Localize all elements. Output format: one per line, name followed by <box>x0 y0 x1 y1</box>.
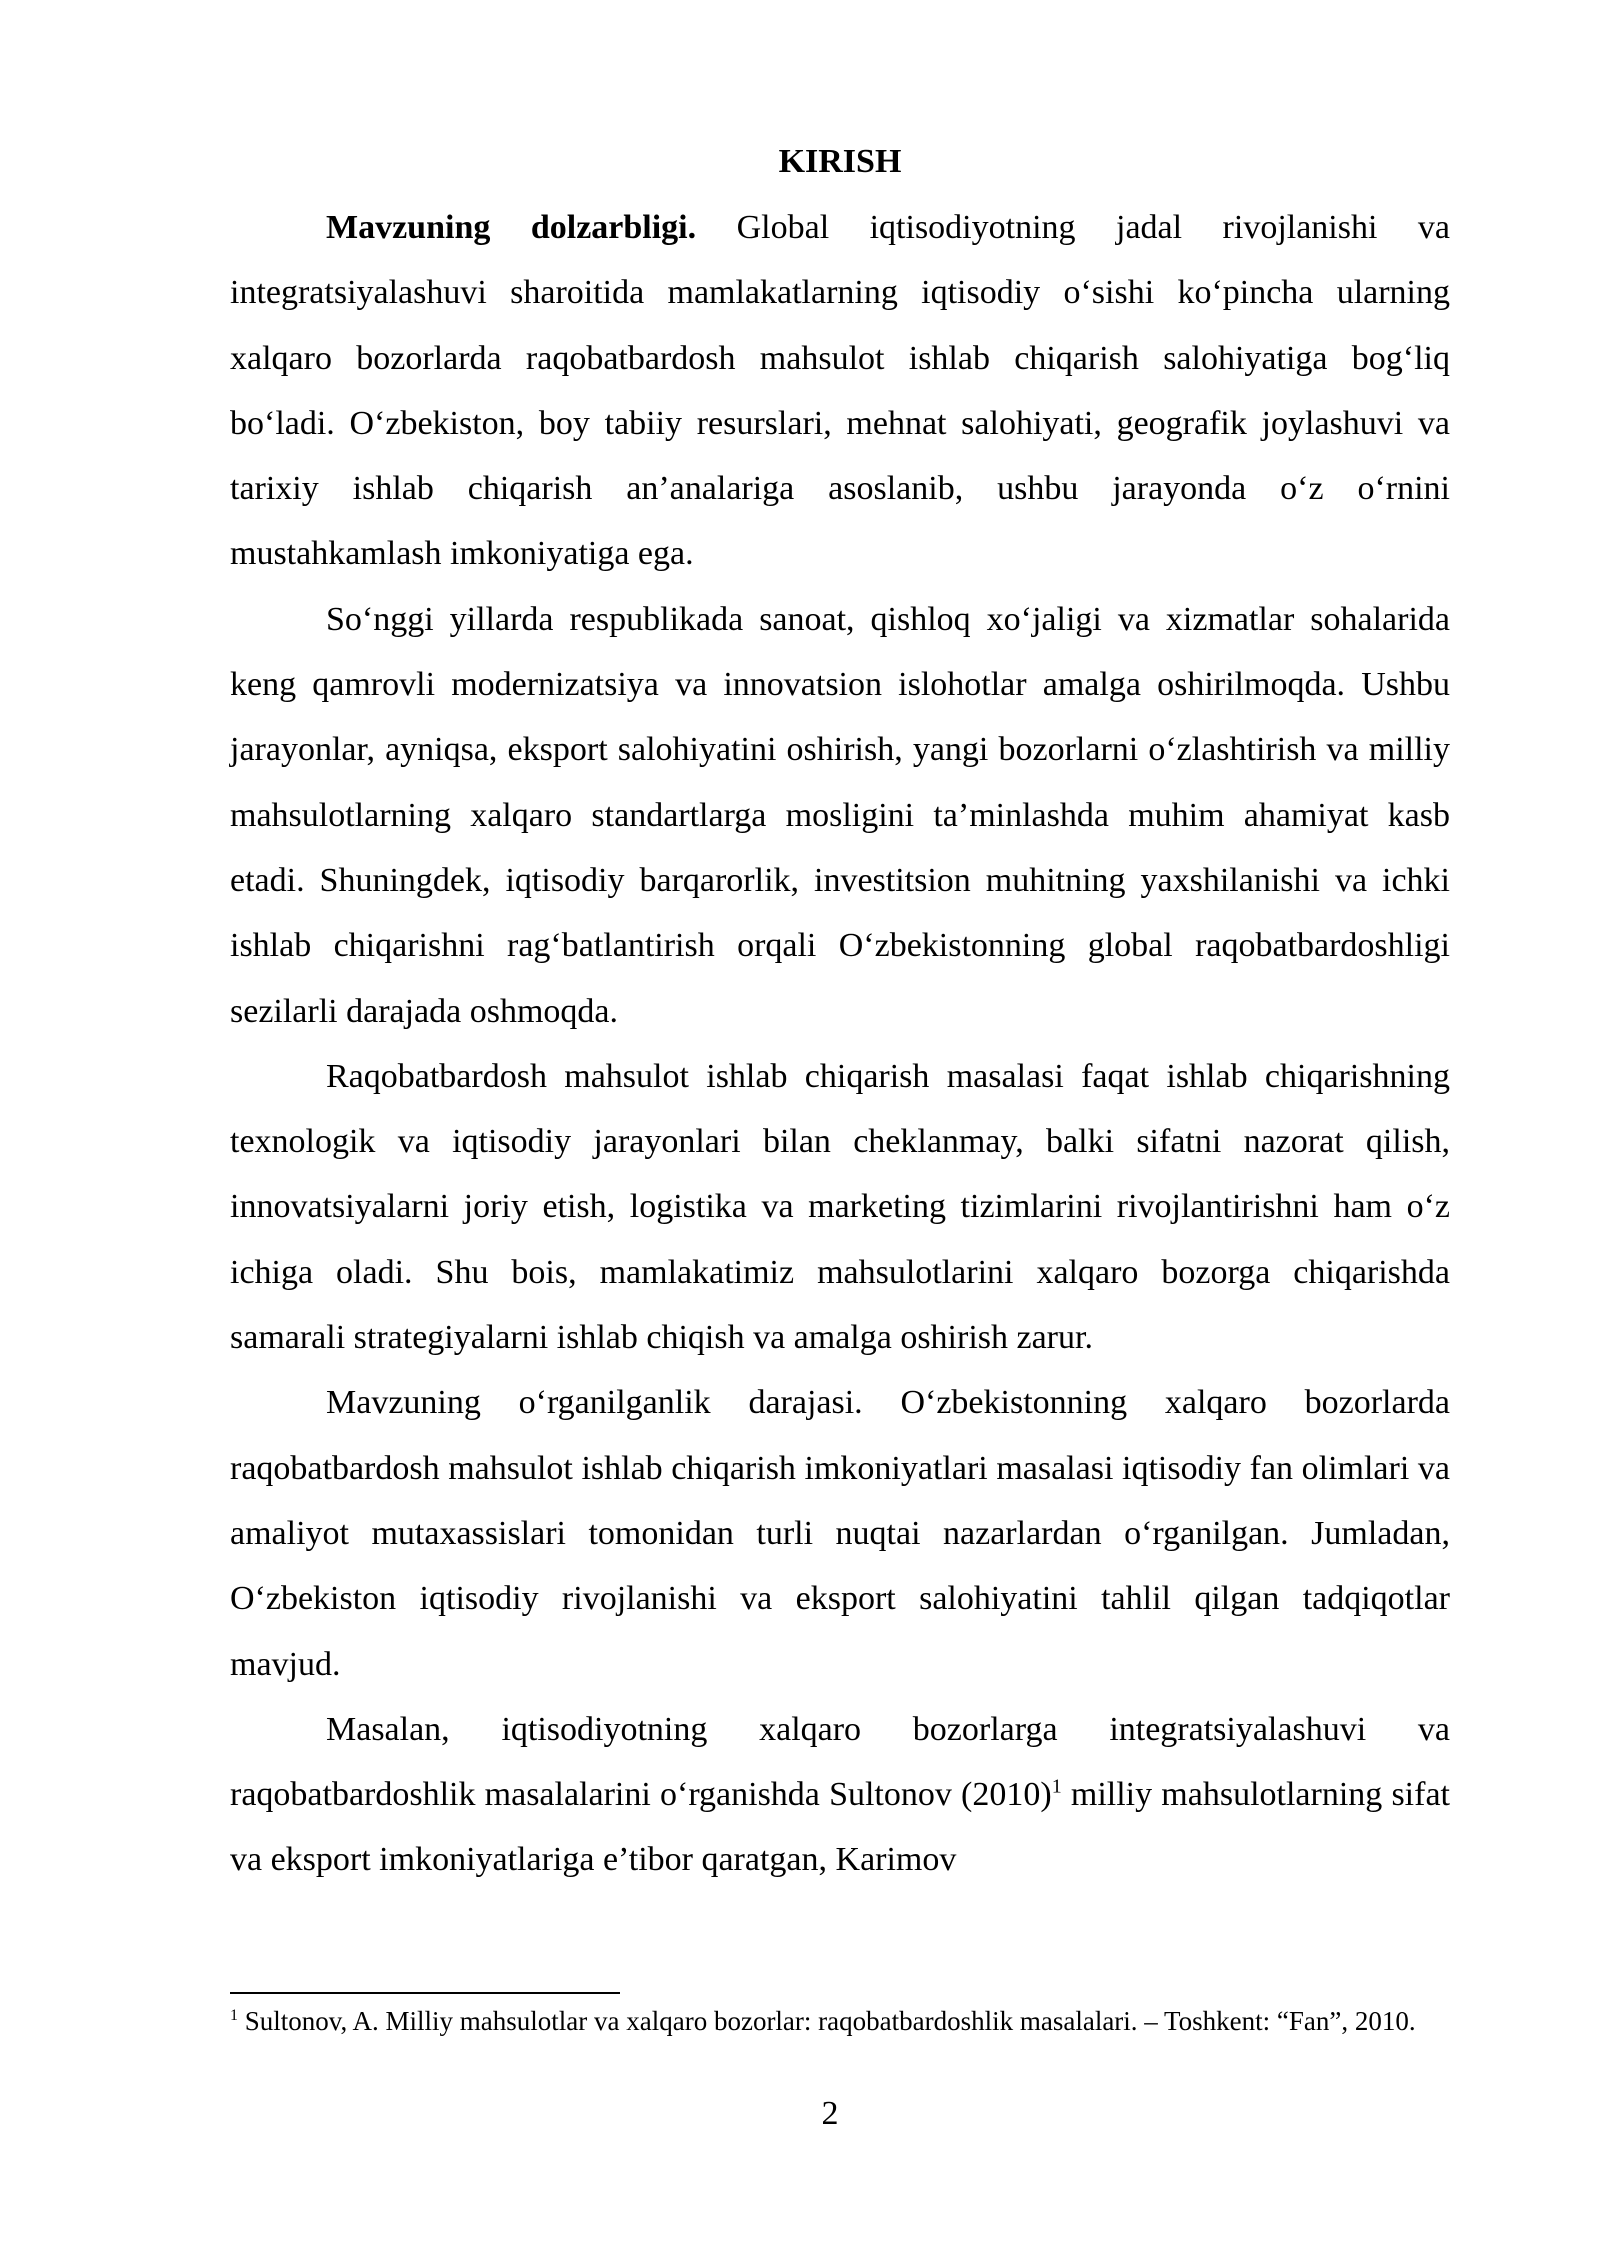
paragraph-production: Raqobatbardosh mahsulot ishlab chiqarish masalasi faqat ishlab chiqarishning texnologik va iqtisodiy jarayonlari bilan cheklanmay, balki sifatni nazorat qilish, innovatsiyalarni joriy etish, logistika va marketing tizimlarini rivojlantirishni ham o‘z ichiga oladi. Shu bois, mamlakatimiz mahsulotlarini xalqaro bozorga chiqarishda samarali strategiyalarni ishlab chiqish va amalga oshirish zarur. <box>230 1057 1450 1357</box>
paragraph-study-degree: Mavzuning o‘rganilganlik darajasi. O‘zbekistonning xalqaro bozorlarda raqobatbardosh mahsulot ishlab chiqarish imkoniyatlari masalasi iqtisodiy fan olimlari va amaliyot mutaxassislari tomonidan turli nuqtai nazarlardan o‘rganilgan. Jumladan, O‘zbekiston iqtisodiy rivojlanishi va eksport salohiyatini tahlil qilgan tadqiqotlar mavjud. <box>230 1384 1450 1683</box>
footnote <box>230 2004 1460 2039</box>
paragraph-text: milliy mahsulotlarning sifat va eksport imkoniyatlariga e’tibor qaratgan, Karimov <box>230 1776 1450 1879</box>
paragraph-relevance <box>230 195 1450 587</box>
paragraph-examples <box>230 1697 1450 1893</box>
paragraph-text: Global iqtisodiyotning jadal rivojlanishi va integratsiyalashuvi sharoitida mamlakatlarning iqtisodiy o‘sishi ko‘pincha ularning xalqaro bozorlarda raqobatbardosh mahsulot ishlab chiqarish salohiyatiga bog‘liq bo‘ladi. O‘zbekiston, boy tabiiy resurslari, mehnat salohiyati, geografik joylashuvi va tarixiy ishlab chiqarish an’analariga asoslanib, ushbu jarayonda o‘z o‘rnini mustahkamlash imkoniyatiga ega. <box>230 209 1450 573</box>
section-heading: KIRISH <box>778 143 902 180</box>
footnote-text: Sultonov, A. Milliy mahsulotlar va xalqaro bozorlar: raqobatbardoshlik masalalari. – Toshkent: “Fan”, 2010. <box>238 2006 1416 2036</box>
footnote-mark: 1 <box>230 2007 238 2024</box>
page-number: 2 <box>821 2095 839 2132</box>
paragraph-lead-bold: Mavzuning dolzarbligi. <box>326 209 697 246</box>
paragraph-reforms: So‘nggi yillarda respublikada sanoat, qishloq xo‘jaligi va xizmatlar sohalarida keng qamrovli modernizatsiya va innovatsion islohotlar amalga oshirilmoqda. Ushbu jarayonlar, ayniqsa, eksport salohiyatini oshirish, yangi bozorlarni o‘zlashtirish va milliy mahsulotlarning xalqaro standartlarga mosligini ta’minlashda muhim ahamiyat kasb etadi. Shuningdek, iqtisodiy barqarorlik, investitsion muhitning yaxshilanishi va ichki ishlab chiqarishni rag‘batlantirish orqali O‘zbekistonning global raqobatbardoshligi sezilarli darajada oshmoqda. <box>230 600 1450 1030</box>
footnote-separator <box>230 1992 620 1994</box>
body-text <box>230 195 1450 1893</box>
footnote-reference: 1 <box>1051 1775 1062 1798</box>
paragraph-text: Masalan, iqtisodiyotning xalqaro bozorlarga integratsiyalashuvi va raqobatbardoshlik masalalarini o‘rganishda Sultonov (2010) <box>230 1710 1450 1814</box>
